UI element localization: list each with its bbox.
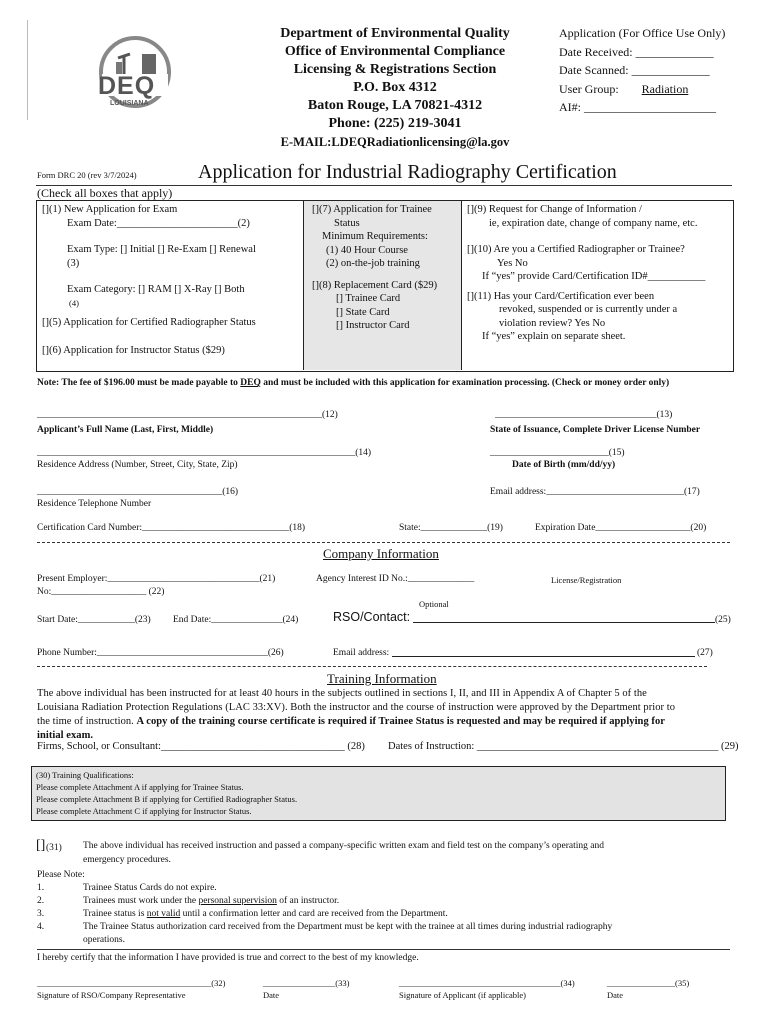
training-para-line-4: initial exam. [37,730,94,741]
user-group-field[interactable] [559,80,725,99]
note-num-3: 3. [37,909,45,919]
applicant-date-label: Date [607,990,624,1000]
note-text-2-post: of an instructor. [276,896,340,906]
check-all-note: (Check all boxes that apply) [37,186,173,200]
option-certified-question[interactable]: [](10) Are you a Certified Radiographer or Trainee? [467,244,685,255]
yes-no-10[interactable]: Yes No [497,257,528,269]
please-note-title: Please Note: [37,870,85,880]
exam-category-num: (4) [69,297,79,308]
exam-date-field[interactable]: Exam Date:_______________________(2) [67,217,250,229]
dob-label: Date of Birth (mm/dd/yy) [512,460,616,470]
applicant-divider [37,542,730,543]
header-divider [27,20,28,120]
option-instructor-status[interactable]: [](6) Application for Instructor Status ($29) [42,344,225,356]
requirement-1: (1) 40 Hour Course [326,244,408,256]
applicant-date-field[interactable]: ________________(35) [607,978,690,988]
fee-note-deq: DEQ [240,378,261,388]
cert-card-field[interactable]: Certification Card Number:_______________________________(18) [37,523,306,533]
license-registration-label: License/Registration [551,575,622,585]
agency-header [250,25,540,151]
item31-number: (31) [46,843,62,853]
item31-checkbox[interactable]: [] [36,838,46,853]
training-heading: Training Information [327,671,437,686]
company-divider [37,666,707,667]
revoked-explain: If “yes” explain on separate sheet. [482,331,626,342]
training-para-line-3-bold: A copy of the training course certificate is required if Trainee Status is requested and may be required if applying for [136,716,665,727]
end-date-field[interactable]: End Date:_______________(24) [173,615,299,625]
cert-expiration-field[interactable]: Expiration Date____________________(20) [535,523,707,533]
options-col-3 [467,203,705,344]
company-email-label: Email address: [333,648,390,658]
training-para-line-1: The above individual has been instructed for at least 40 hours in the subjects outlined in sections I, II, and III in Appendix A of Chapter 5 of the [37,688,647,699]
qualification-b: Please complete Attachment B if applying for Certified Radiographer Status. [36,794,298,804]
min-requirements: Minimum Requirements: [322,231,428,242]
exam-category-options[interactable]: Exam Category: [] RAM [] X-Ray [] Both [67,284,245,295]
rso-signature-label: Signature of RSO/Company Representative [37,990,186,1000]
residence-address-label: Residence Address (Number, Street, City, State, Zip) [37,460,238,470]
logo-text: DEQ [98,72,156,100]
certify-statement: I hereby certify that the information I have provided is true and correct to the best of my knowledge. [37,953,419,963]
applicant-name-label: Applicant’s Full Name (Last, First, Middle) [37,425,214,435]
company-email-num: (27) [697,648,713,658]
training-firm-field[interactable]: Firms, School, or Consultant:___________________________________ (28) [37,741,365,752]
option-revoked-question[interactable]: [](11) Has your Card/Certification ever been [467,290,655,302]
note-text-3-underline: not valid [146,909,181,919]
company-phone-field[interactable]: Phone Number:____________________________________(26) [37,648,284,658]
fee-note-text-1: Note: The fee of $196.00 must be made payable to [37,378,241,388]
training-dates-field[interactable]: Dates of Instruction: ______________________________________________ (29) [388,741,739,752]
rso-date-label: Date [263,990,280,1000]
training-para-line-3: the time of instruction. [37,716,137,727]
fee-note-text-2: and must be included with this application for examination processing. (Check or money order only) [260,378,670,388]
trainee-status-label: Status [334,217,360,229]
option-change-info[interactable]: [](9) Request for Change of Information / [467,204,642,215]
agency-line-3: Licensing & Registrations Section [293,62,497,77]
logo-subtext: LOUISIANA [110,100,149,107]
instructor-card-option[interactable]: [] Instructor Card [336,320,410,331]
option-trainee-status[interactable]: [](7) Application for Trainee [312,204,432,215]
cert-state-field[interactable]: State:______________(19) [399,523,503,533]
residence-phone-label: Residence Telephone Number [37,499,152,509]
note-text-3-post: until a confirmation letter and card are received from the Department. [180,909,448,919]
user-group-label: User Group: [559,81,622,96]
exam-type-num: (3) [67,257,80,269]
requirement-2: (2) on-the-job training [326,258,420,269]
ai-number-field[interactable]: AI#: ______________________ [559,100,716,114]
agency-email: E-MAIL:LDEQRadiationlicensing@la.gov [280,135,510,149]
note-text-3-pre: Trainee status is [83,909,147,919]
qualification-c: Please complete Attachment C if applying for Instructor Status. [36,806,252,816]
applicant-name-field[interactable]: ____________________________________________________________(12) [37,410,338,420]
state-card-option[interactable]: [] State Card [336,306,390,318]
agency-line-5: Baton Rouge, LA 70821-4312 [307,98,483,113]
training-paragraph [37,687,733,743]
note-num-1: 1. [37,883,45,893]
agency-line-1: Department of Environmental Quality [280,26,510,41]
option-replacement-card[interactable]: [](8) Replacement Card ($29) [312,279,438,291]
item31-text-1: The above individual has received instruction and passed a company-specific written exam and field test on the company’s operating and [83,841,605,851]
deq-logo [94,34,176,114]
trainee-card-option[interactable]: [] Trainee Card [336,293,401,304]
driver-license-label: State of Issuance, Complete Driver License Number [490,425,701,435]
option-new-exam[interactable]: [](1) New Application for Exam [42,204,178,215]
company-heading: Company Information [323,546,439,561]
rso-contact-label: RSO/Contact: [333,610,411,624]
rso-signature-field[interactable]: _________________________________________(32) [37,978,226,988]
license-number-field[interactable]: No:____________________ (22) [37,587,165,597]
note-num-4: 4. [37,922,45,932]
note-text-4b: operations. [83,935,125,945]
qualifications-title: (30) Training Qualifications: [36,770,134,780]
agency-line-2: Office of Environmental Compliance [284,44,506,59]
option-certified-radiographer[interactable]: [](5) Application for Certified Radiographer Status [42,317,256,328]
agency-interest-field[interactable]: Agency Interest ID No.:______________ [316,574,475,584]
applicant-signature-label: Signature of Applicant (if applicable) [399,990,526,1000]
qualifications-box [31,766,726,821]
change-info-example: ie, expiration date, change of company name, etc. [489,217,698,229]
agency-line-4: P.O. Box 4312 [353,80,437,95]
driver-license-field[interactable]: __________________________________(13) [495,410,673,420]
user-group-value: Radiation [641,81,689,96]
office-use-block [559,24,725,117]
revoked-text-b: revoked, suspended or is currently under a [499,304,678,315]
certify-rule [37,949,730,950]
dob-field[interactable]: _________________________(15) [490,448,625,458]
violation-yes-no[interactable]: violation review? Yes No [499,317,606,329]
rso-contact-input[interactable] [413,613,715,623]
agency-line-6: Phone: (225) 219-3041 [328,116,462,131]
qualification-a: Please complete Attachment A if applying for Trainee Status. [36,782,244,792]
residence-phone-field[interactable]: _______________________________________(16) [37,487,239,497]
note-text-2-pre: Trainees must work under the [83,896,199,906]
date-scanned-field[interactable]: Date Scanned: _____________ [559,63,710,77]
card-id-field[interactable]: If “yes” provide Card/Certification ID#___________ [482,271,706,282]
options-col-1 [42,203,256,357]
optional-label: Optional [419,599,449,609]
applicant-signature-field[interactable]: ______________________________________(34) [399,978,575,988]
note-text-4: The Trainee Status authorization card received from the Department must be kept with the trainee at all times during industrial radiography [83,922,613,932]
residence-address-field[interactable]: ___________________________________________________________________(14) [37,448,372,458]
exam-type-options[interactable]: Exam Type: [] Initial [] Re-Exam [] Renewal [67,244,256,255]
fee-note [37,378,669,388]
form-title: Application for Industrial Radiography Certification [198,161,617,183]
note-text-2-underline: personal supervision [198,896,277,906]
company-email-input[interactable] [392,647,695,657]
note-num-2: 2. [37,896,45,906]
applicant-email-field[interactable]: Email address:_____________________________(17) [490,487,700,497]
date-received-field[interactable]: Date Received: _____________ [559,44,714,59]
form-id: Form DRC 20 (rev 3/7/2024) [37,170,137,180]
rso-contact-num: (25) [715,615,731,625]
training-para-line-2: Louisiana Radiation Protection Regulations (LAC 33:XV). Both the instructor and the course of instruction were approved by the Department prior to [37,702,676,713]
start-date-field[interactable]: Start Date:____________(23) [37,615,151,625]
options-col-2 [312,203,437,333]
item31-text-2: emergency procedures. [83,855,171,865]
office-use-title: Application (For Office Use Only) [559,26,726,40]
employer-field[interactable]: Present Employer:________________________________(21) [37,574,276,584]
note-text-1: Trainee Status Cards do not expire. [83,883,217,893]
please-note-block [37,869,612,947]
rso-date-field[interactable]: _________________(33) [263,978,350,988]
